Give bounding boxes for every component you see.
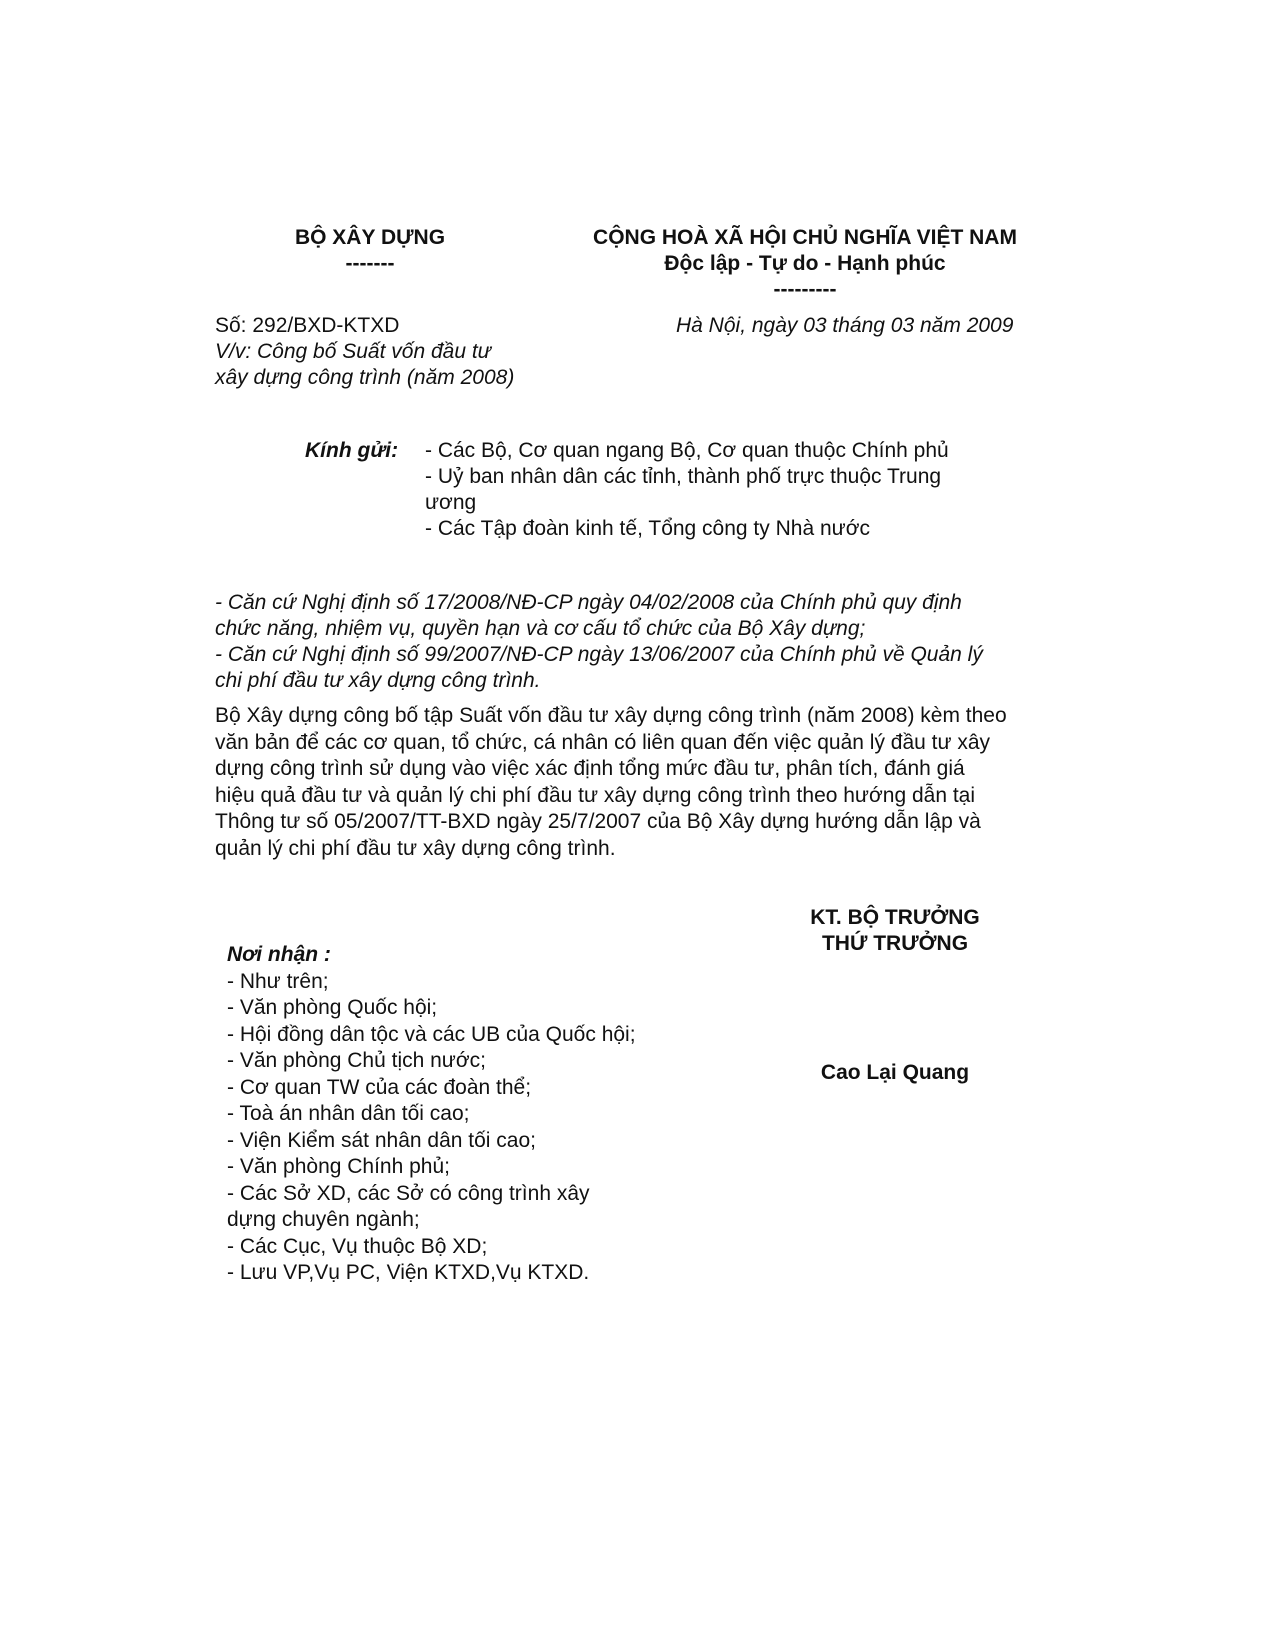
recipient-item: - Văn phòng Quốc hội; — [227, 996, 438, 1019]
ministry-name: BỘ XÂY DỰNG — [294, 226, 446, 249]
ministry-rule: ------- — [345, 252, 395, 275]
body-line: dựng công trình sử dụng vào việc xác định tổng mức đầu tư, phân tích, đánh giá — [215, 757, 965, 780]
body-line: Bộ Xây dựng công bố tập Suất vốn đầu tư xây dựng công trình (năm 2008) kèm theo — [215, 704, 1007, 727]
signature-block — [755, 905, 1035, 957]
place-date: Hà Nội, ngày 03 tháng 03 năm 2009 — [676, 314, 1014, 337]
body-line: Thông tư số 05/2007/TT-BXD ngày 25/7/2007 của Bộ Xây dựng hướng dẫn lập và — [215, 810, 981, 833]
doc-ref-block — [215, 313, 635, 391]
addressee-item: - Uỷ ban nhân dân các tỉnh, thành phố trực thuộc Trung — [425, 465, 942, 488]
recipient-item: - Viện Kiểm sát nhân dân tối cao; — [227, 1128, 536, 1152]
recipients-block — [227, 942, 747, 1287]
recipient-item: dựng chuyên ngành; — [227, 1208, 420, 1231]
body-line: quản lý chi phí đầu tư xây dựng công trình. — [215, 836, 616, 860]
addressee-item: - Các Tập đoàn kinh tế, Tổng công ty Nhà nước — [425, 517, 870, 540]
nation-block — [555, 225, 1055, 303]
signature-authority: KT. BỘ TRƯỞNG — [810, 906, 980, 929]
addressee-item: ương — [425, 491, 477, 514]
signature-title: THỨ TRƯỞNG — [821, 932, 969, 955]
recipient-item: - Toà án nhân dân tối cao; — [227, 1102, 470, 1125]
legal-basis-line: chức năng, nhiệm vụ, quyền hạn và cơ cấu tổ chức của Bộ Xây dựng; — [215, 617, 866, 640]
legal-basis — [215, 590, 1095, 694]
recipient-item: - Văn phòng Chủ tịch nước; — [227, 1049, 486, 1072]
addressees-label: Kính gửi: — [305, 439, 399, 462]
recipient-item: - Như trên; — [227, 969, 329, 993]
ministry-block — [250, 225, 490, 277]
recipient-item: - Hội đồng dân tộc và các UB của Quốc hội; — [227, 1022, 636, 1046]
recipients-label: Nơi nhận : — [227, 943, 331, 966]
recipient-item: - Các Cục, Vụ thuộc Bộ XD; — [227, 1234, 488, 1258]
doc-subject-line-2: xây dựng công trình (năm 2008) — [215, 366, 515, 389]
body-line: văn bản để các cơ quan, tổ chức, cá nhân có liên quan đến việc quản lý đầu tư xây — [215, 730, 991, 754]
motto-rule: --------- — [773, 278, 837, 301]
body-paragraph — [215, 703, 1095, 862]
signer-name: Cao Lại Quang — [820, 1061, 970, 1084]
doc-number: Số: 292/BXD-KTXD — [215, 314, 400, 337]
addressees-list — [425, 438, 1025, 542]
legal-basis-line: chi phí đầu tư xây dựng công trình. — [215, 669, 541, 692]
legal-basis-line: - Căn cứ Nghị định số 99/2007/NĐ-CP ngày 13/06/2007 của Chính phủ về Quản lý — [215, 643, 983, 666]
addressee-item: - Các Bộ, Cơ quan ngang Bộ, Cơ quan thuộc Chính phủ — [425, 439, 949, 462]
nation-motto: Độc lập - Tự do - Hạnh phúc — [664, 252, 946, 275]
recipient-item: - Các Sở XD, các Sở có công trình xây — [227, 1181, 590, 1205]
legal-basis-line: - Căn cứ Nghị định số 17/2008/NĐ-CP ngày 04/02/2008 của Chính phủ quy định — [215, 591, 962, 614]
doc-subject-line-1: V/v: Công bố Suất vốn đầu tư — [215, 340, 491, 363]
recipient-item: - Văn phòng Chính phủ; — [227, 1155, 451, 1178]
body-line: hiệu quả đầu tư và quản lý chi phí đầu tư xây dựng công trình theo hướng dẫn tại — [215, 783, 976, 807]
recipient-item: - Cơ quan TW của các đoàn thể; — [227, 1075, 532, 1099]
nation-name: CỘNG HOÀ XÃ HỘI CHỦ NGHĨA VIỆT NAM — [593, 226, 1017, 249]
recipient-item: - Lưu VP,Vụ PC, Viện KTXD,Vụ KTXD. — [227, 1261, 590, 1284]
